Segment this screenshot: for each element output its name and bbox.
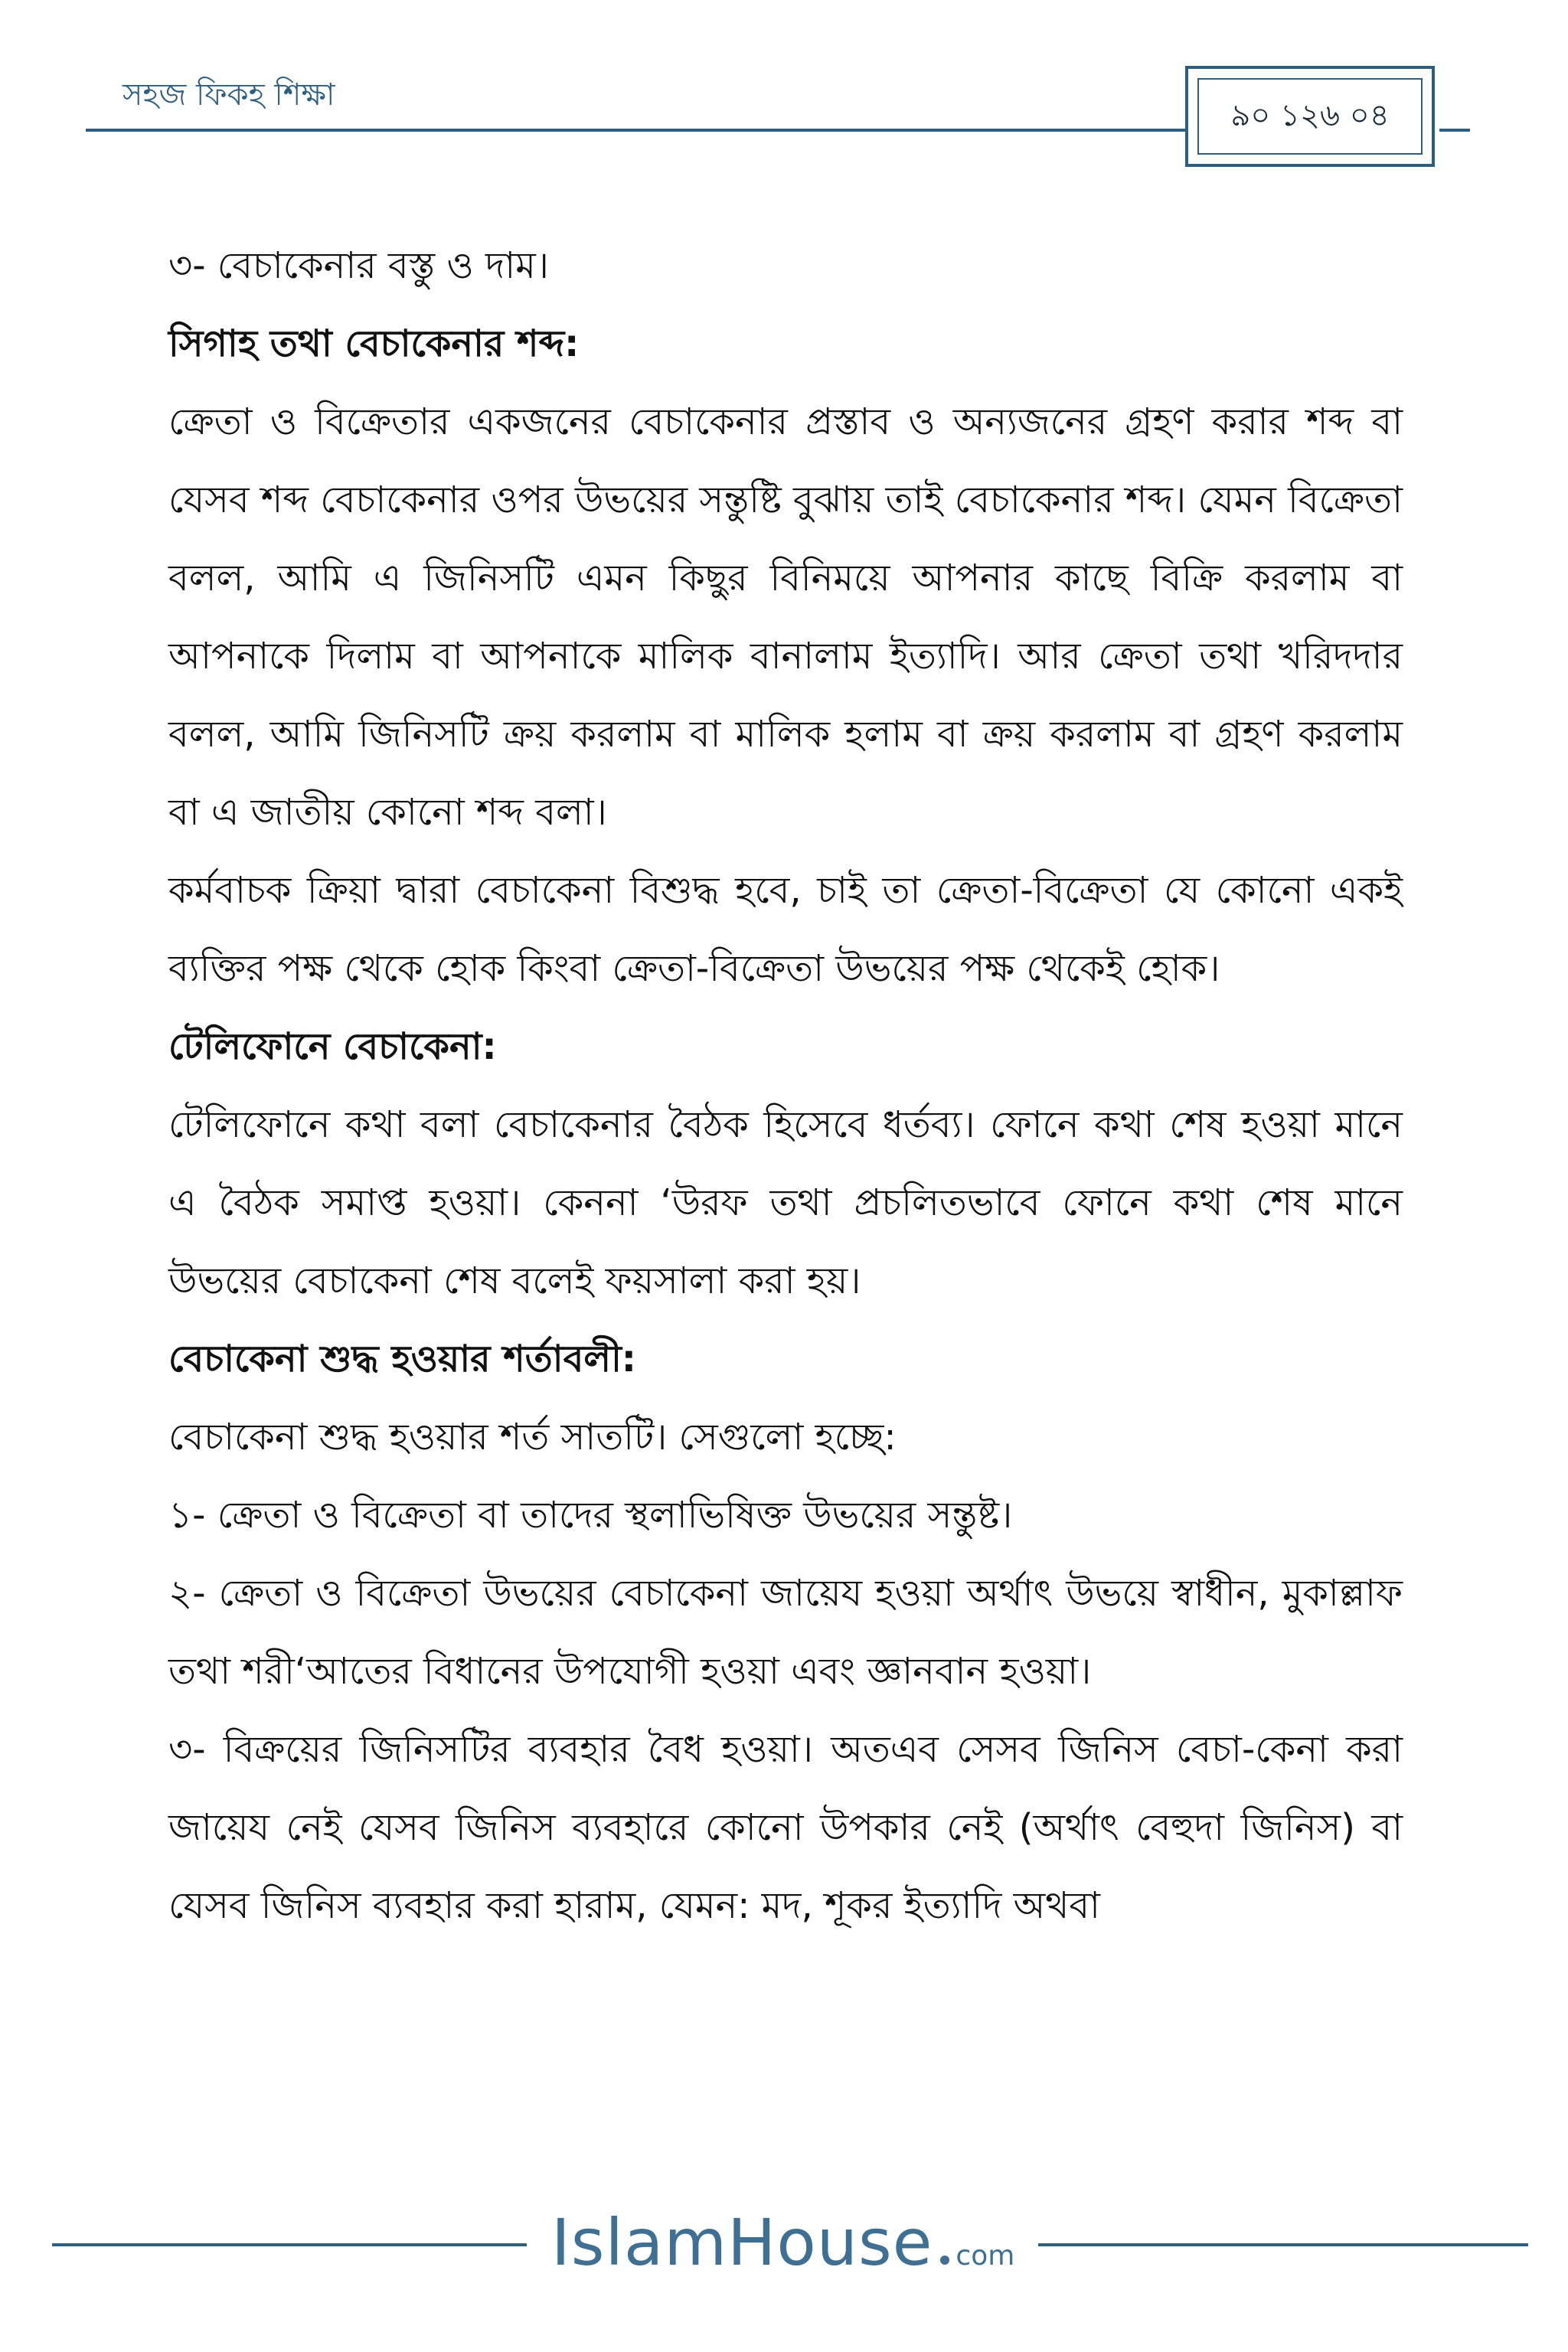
paragraph-passive-verb: কর্মবাচক ক্রিয়া দ্বারা বেচাকেনা বিশুদ্ধ হবে, চাই তা ক্রেতা-বিক্রেতা যে কোনো একই ব্যক্তির পক্ষ থেকে হোক কিংবা ক্রেতা-বিক্রেতা উভয়ের পক্ষ থেকেই হোক।	[168, 869, 1403, 990]
page-number: ৯০ ১২৬ ০৪	[1230, 97, 1390, 133]
logo-dot-icon	[940, 2256, 949, 2265]
logo-wordmark: IslamHouse	[551, 2205, 933, 2280]
header-divider-end	[1439, 129, 1470, 132]
page-body	[168, 227, 1403, 1945]
footer-divider-left	[52, 2243, 527, 2246]
page-number-inner-frame	[1197, 78, 1423, 155]
list-item-3: ৩- বেচাকেনার বস্তু ও দাম।	[168, 244, 549, 287]
page-number-frame	[1185, 66, 1435, 167]
running-header-title: সহজ ফিকহ শিক্ষা	[122, 77, 335, 113]
section-heading-sigah: সিগাহ তথা বেচাকেনার শব্দ:	[168, 322, 580, 365]
islamhouse-logo	[551, 2205, 1014, 2282]
condition-item-1: ১- ক্রেতা ও বিক্রেতা বা তাদের স্থলাভিষিক্ত উভয়ের সন্তুষ্ট।	[168, 1494, 1013, 1537]
condition-item-2: ২- ক্রেতা ও বিক্রেতা উভয়ের বেচাকেনা জায়েয হওয়া অর্থাৎ উভয়ে স্বাধীন, মুকাল্লাফ তথা শরী‘আতের বিধানের উপযোগী হওয়া এবং জ্ঞানবান হওয়া।	[168, 1572, 1403, 1693]
paragraph-sigah-definition: ক্রেতা ও বিক্রেতার একজনের বেচাকেনার প্রস্তাব ও অন্যজনের গ্রহণ করার শব্দ বা যেসব শব্দ বেচাকেনার ওপর উভয়ের সন্তুষ্টি বুঝায় তাই বেচাকেনার শব্দ। যেমন বিক্রেতা বলল, আমি এ জিনিসটি এমন কিছুর বিনিময়ে আপনার কাছে বিক্রি করলাম বা আপনাকে দিলাম বা আপনাকে মালিক বানালাম ইত্যাদি। আর ক্রেতা তথা খরিদদার বলল, আমি জিনিসটি ক্রয় করলাম বা মালিক হলাম বা ক্রয় করলাম বা গ্রহণ করলাম বা এ জাতীয় কোনো শব্দ বলা।	[168, 400, 1403, 834]
header-divider	[86, 129, 1188, 132]
paragraph-conditions-intro: বেচাকেনা শুদ্ধ হওয়ার শর্ত সাতটি। সেগুলো হচ্ছে:	[168, 1416, 897, 1459]
paragraph-telephone: টেলিফোনে কথা বলা বেচাকেনার বৈঠক হিসেবে ধর্তব্য। ফোনে কথা শেষ হওয়া মানে এ বৈঠক সমাপ্ত হওয়া। কেননা ‘উরফ তথা প্রচলিতভাবে ফোনে কথা শেষ মানে উভয়ের বেচাকেনা শেষ বলেই ফয়সালা করা হয়।	[168, 1103, 1403, 1302]
condition-item-3: ৩- বিক্রয়ের জিনিসটির ব্যবহার বৈধ হওয়া। অতএব সেসব জিনিস বেচা-কেনা করা জায়েয নেই যেসব জিনিস ব্যবহারে কোনো উপকার নেই (অর্থাৎ বেহুদা জিনিস) বা যেসব জিনিস ব্যবহার করা হারাম, যেমন: মদ, শূকর ইত্যাদি অথবা	[168, 1728, 1403, 1927]
logo-suffix: com	[956, 2240, 1015, 2272]
footer-divider-right	[1038, 2243, 1528, 2246]
section-heading-conditions: বেচাকেনা শুদ্ধ হওয়ার শর্তাবলী:	[168, 1338, 636, 1380]
section-heading-telephone: টেলিফোনে বেচাকেনা:	[168, 1025, 497, 1068]
